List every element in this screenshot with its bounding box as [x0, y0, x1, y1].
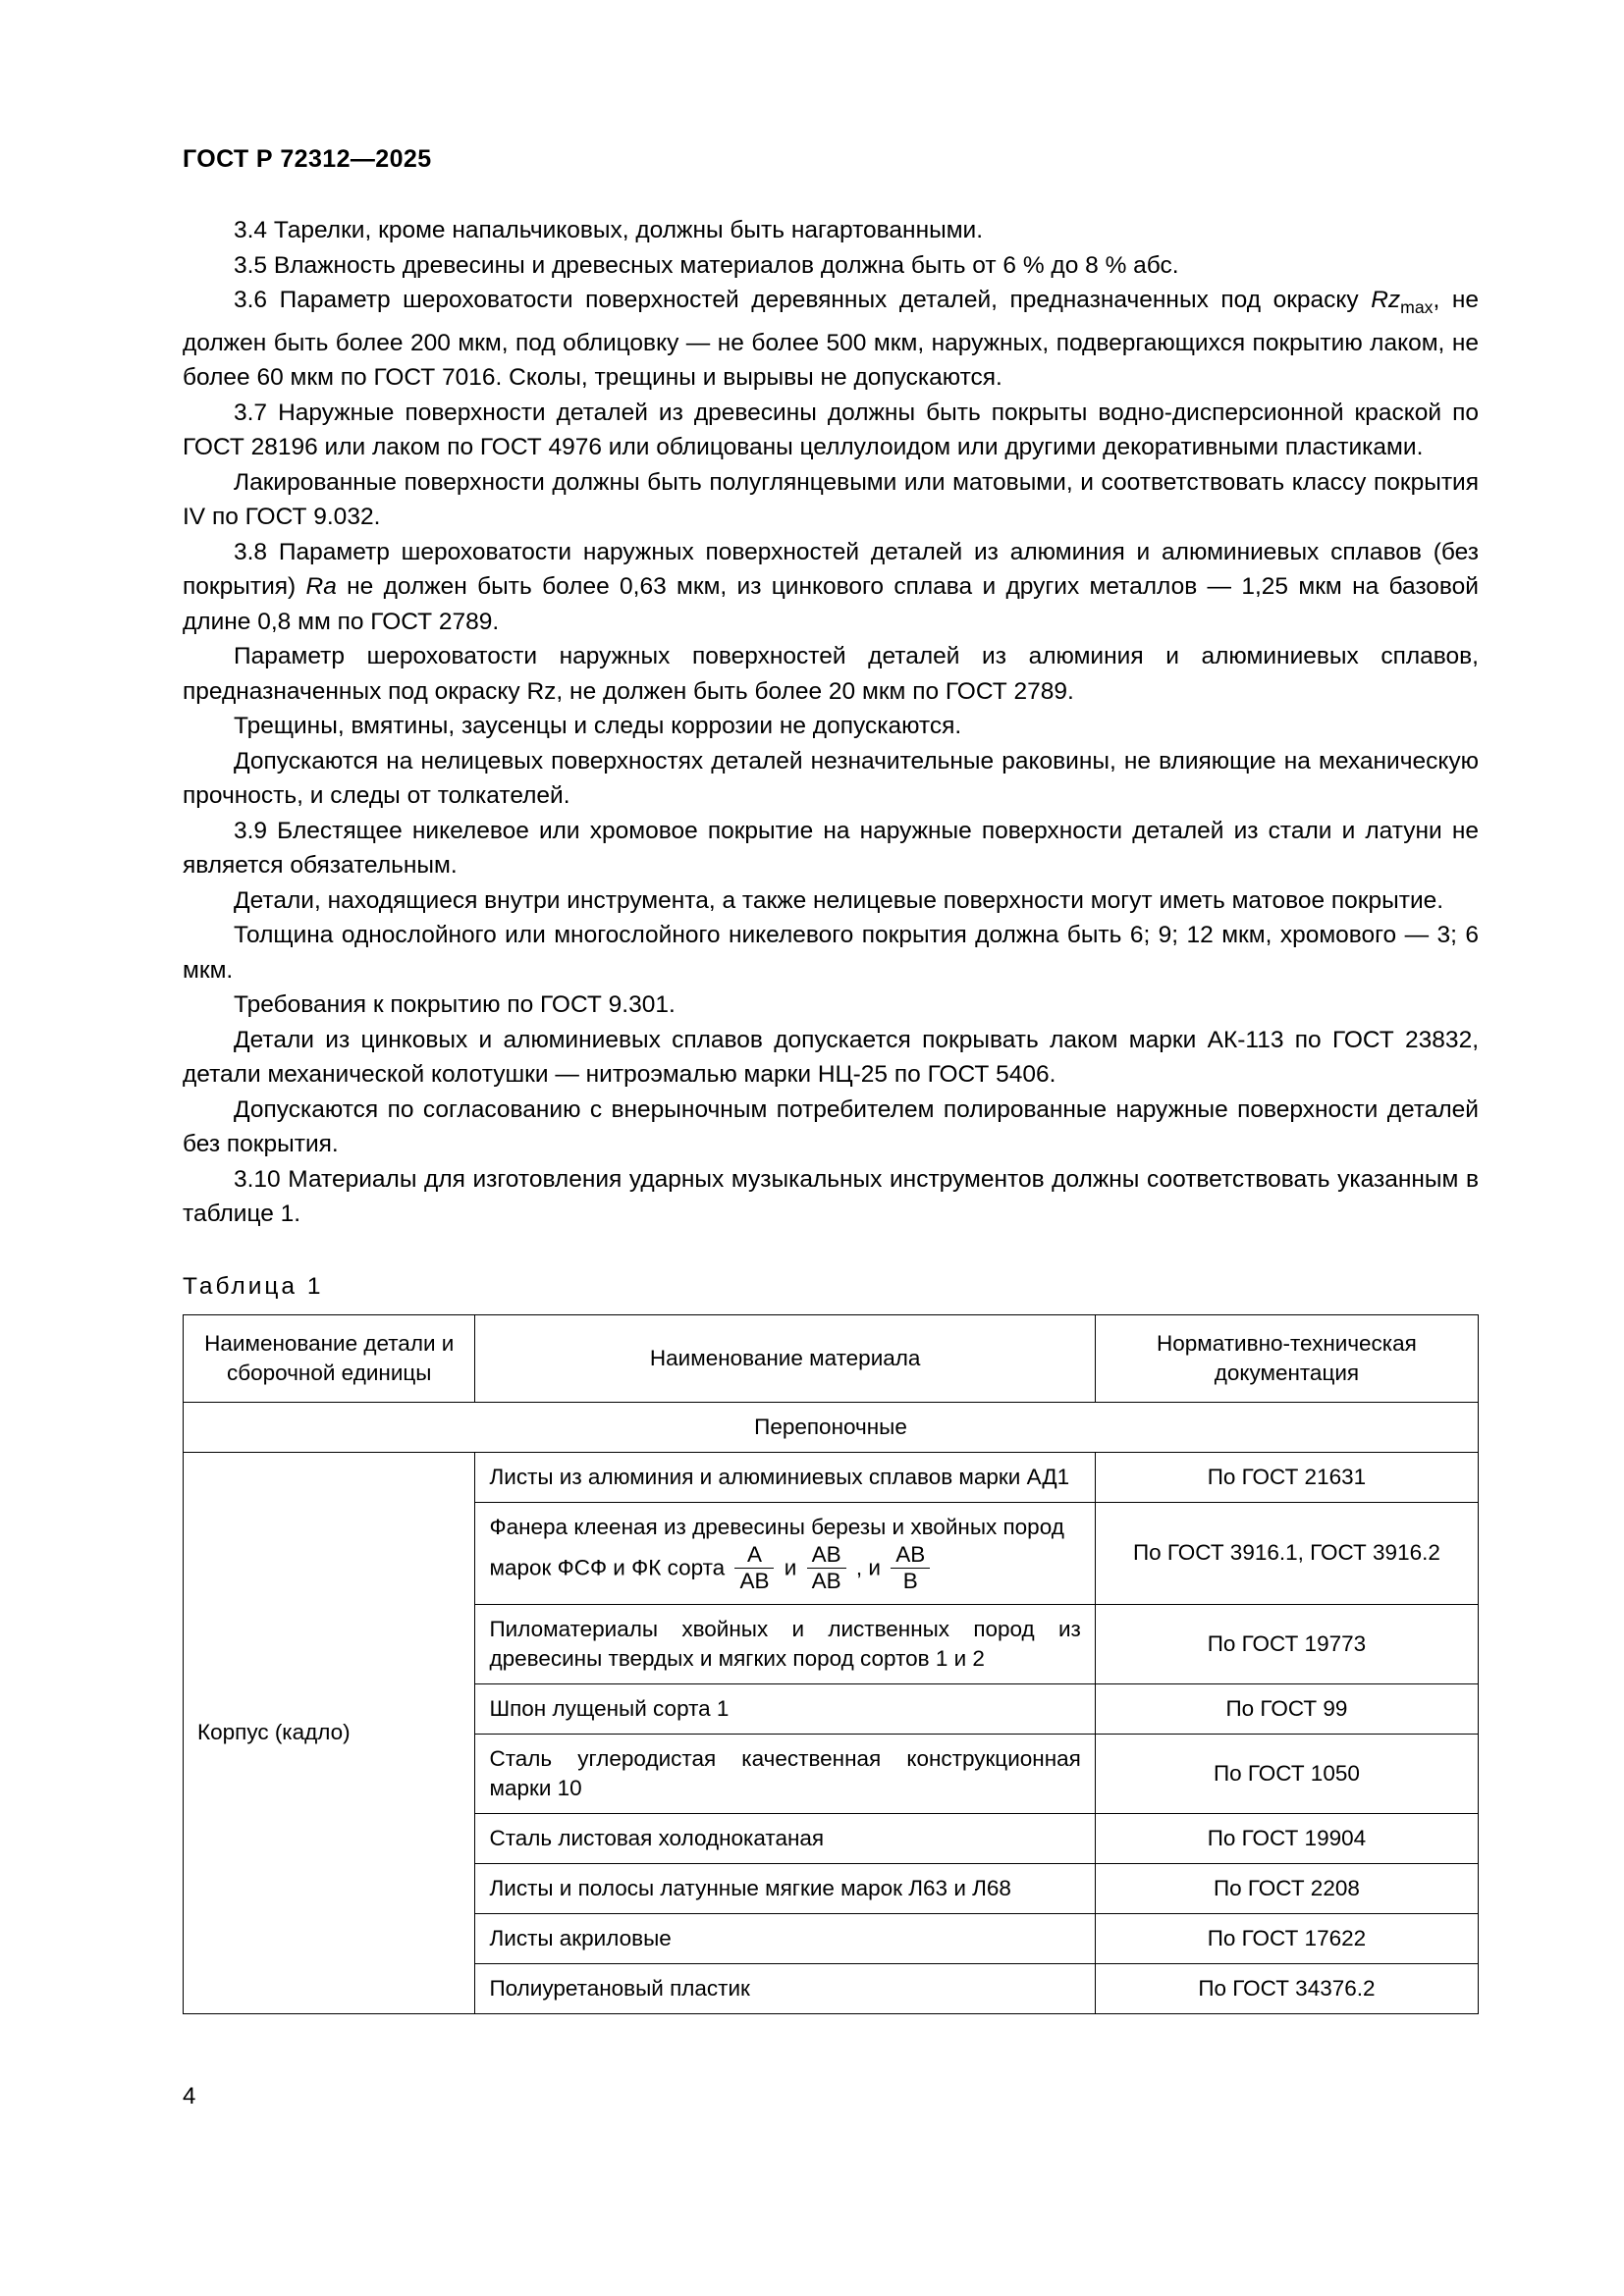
p36-text-1: 3.6 Параметр шероховатости поверхностей деревянных деталей, предназначенных под окраску	[234, 287, 1372, 313]
cell-material: Полиуретановый пластик	[475, 1963, 1095, 2013]
paragraph-zinc-aluminium: Детали из цинковых и алюминиевых сплавов допускается покрывать лаком марки АК-113 по ГОСТ 23832, детали механической колотушки — нитроэмалью марки НЦ-25 по ГОСТ 5406.	[183, 1026, 1479, 1089]
column-header-documentation: Нормативно-техническая документация	[1095, 1314, 1478, 1402]
cell-part-name: Корпус (кадло)	[184, 1452, 475, 2013]
paragraph-3-6	[183, 283, 1479, 396]
paragraph-3-7: 3.7 Наружные поверхности деталей из древесины должны быть покрыты водно-дисперсионной краской по ГОСТ 28196 или лаком по ГОСТ 4976 или облицованы целлулоидом или другими декоративными пластиками.	[183, 399, 1479, 461]
paragraph-coating-requirements: Требования к покрытию по ГОСТ 9.301.	[234, 991, 676, 1019]
cell-document: По ГОСТ 2208	[1095, 1863, 1478, 1913]
p36-text-2: , не должен быть более 200 мкм, под облицовку — не более 500 мкм, наружных, подвергающихся покрытию лаком, не более 60 мкм по ГОСТ 7016. Сколы, трещины и вырывы не допускаются.	[183, 287, 1479, 392]
paragraph-3-8	[183, 535, 1479, 640]
cell-material: Шпон лущеный сорта 1	[475, 1683, 1095, 1734]
paragraph-3-4: 3.4 Тарелки, кроме напальчиковых, должны быть нагартованными.	[234, 217, 984, 243]
column-header-part-name: Наименование детали и сборочной единицы	[184, 1314, 475, 1402]
table-caption: Таблица 1	[183, 1272, 324, 1300]
page-content	[183, 0, 1479, 2014]
conjunction-2: , и	[855, 1555, 881, 1580]
table-row	[184, 1452, 1479, 1502]
cell-document: По ГОСТ 34376.2	[1095, 1963, 1478, 2013]
fraction-3-numerator: АВ	[891, 1542, 930, 1569]
paragraph-3-10: 3.10 Материалы для изготовления ударных музыкальных инструментов должны соответствовать указанным в таблице 1.	[183, 1165, 1479, 1228]
cell-document: По ГОСТ 21631	[1095, 1452, 1478, 1502]
cell-document: По ГОСТ 1050	[1095, 1734, 1478, 1813]
paragraph-defects: Трещины, вмятины, заусенцы и следы коррозии не допускаются.	[234, 713, 962, 740]
table-section-row	[184, 1402, 1479, 1452]
p38-text-1: 3.8 Параметр шероховатости наружных поверхностей деталей из алюминия и алюминиевых сплавов (без покрытия)	[183, 538, 1479, 601]
standard-header: ГОСТ Р 72312—2025	[183, 145, 432, 173]
table-body	[184, 1402, 1479, 2013]
body-text	[183, 213, 1479, 1232]
fraction-1-numerator: А	[734, 1542, 774, 1569]
cell-material: Сталь углеродистая качественная конструкционная марки 10	[475, 1734, 1095, 1813]
cell-material: Листы из алюминия и алюминиевых сплавов марки АД1	[475, 1452, 1095, 1502]
p38-text-2: не должен быть более 0,63 мкм, из цинкового сплава и других металлов — 1,25 мкм на базовой длине 0,8 мм по ГОСТ 2789.	[183, 573, 1479, 635]
fraction-1-denominator: АВ	[739, 1568, 770, 1593]
p36-rz-subscript: max	[1400, 297, 1434, 318]
cell-document: По ГОСТ 19773	[1095, 1604, 1478, 1683]
plywood-line-1: Фанера клееная из древесины березы и хвойных пород	[489, 1514, 1064, 1539]
fraction-2-numerator: АВ	[807, 1542, 846, 1569]
fraction-3	[891, 1542, 930, 1594]
cell-document: По ГОСТ 99	[1095, 1683, 1478, 1734]
fraction-1	[734, 1542, 774, 1594]
paragraph-3-5: 3.5 Влажность древесины и древесных материалов должна быть от 6 % до 8 % абс.	[234, 251, 1179, 279]
p38-ra-symbol: Ra	[305, 573, 337, 601]
plywood-line-2	[489, 1542, 1080, 1594]
cell-material-plywood	[475, 1502, 1095, 1604]
p36-rz-symbol: Rz	[1371, 287, 1401, 313]
cell-document: По ГОСТ 3916.1, ГОСТ 3916.2	[1095, 1502, 1478, 1604]
cell-material: Сталь листовая холоднокатаная	[475, 1813, 1095, 1863]
page-number: 4	[183, 2083, 196, 2109]
fraction-2	[807, 1542, 846, 1594]
cell-material: Листы акриловые	[475, 1913, 1095, 1963]
table-head	[184, 1314, 1479, 1402]
paragraph-allowances: Допускаются на нелицевых поверхностях деталей незначительные раковины, не влияющие на механическую прочность, и следы от толкателей.	[183, 747, 1479, 810]
cell-document: По ГОСТ 19904	[1095, 1813, 1478, 1863]
fraction-2-denominator: АВ	[811, 1568, 841, 1593]
cell-document: По ГОСТ 17622	[1095, 1913, 1478, 1963]
section-label-membrane: Перепоночные	[184, 1402, 1479, 1452]
paragraph-nickel-thickness: Толщина однослойного или многослойного никелевого покрытия должна быть 6; 9; 12 мкм, хромового — 3; 6 мкм.	[183, 922, 1479, 984]
paragraph-3-9: 3.9 Блестящее никелевое или хромовое покрытие на наружные поверхности деталей из стали и латуни не является обязательным.	[183, 817, 1479, 880]
table-header-row	[184, 1314, 1479, 1402]
fraction-3-denominator: В	[902, 1568, 918, 1593]
column-header-material-name: Наименование материала	[475, 1314, 1095, 1402]
plywood-text-grades: марок ФСФ и ФК сорта	[489, 1555, 726, 1580]
paragraph-lacquer: Лакированные поверхности должны быть полуглянцевыми или матовыми, и соответствовать классу покрытия IV по ГОСТ 9.032.	[183, 468, 1479, 531]
cell-material: Пиломатериалы хвойных и лиственных пород из древесины твердых и мягких пород сортов 1 и 2	[475, 1604, 1095, 1683]
paragraph-inner-parts: Детали, находящиеся внутри инструмента, а также нелицевые поверхности могут иметь матовое покрытие.	[234, 886, 1444, 914]
cell-material: Листы и полосы латунные мягкие марок Л63 и Л68	[475, 1863, 1095, 1913]
paragraph-roughness-rz: Параметр шероховатости наружных поверхностей деталей из алюминия и алюминиевых сплавов, предназначенных под окраску Rz, не должен быть более 20 мкм по ГОСТ 2789.	[183, 643, 1479, 705]
paragraph-polished-surfaces: Допускаются по согласованию с внерыночным потребителем полированные наружные поверхности деталей без покрытия.	[183, 1095, 1479, 1158]
materials-table	[183, 1314, 1479, 2014]
conjunction-1: и	[784, 1555, 797, 1580]
